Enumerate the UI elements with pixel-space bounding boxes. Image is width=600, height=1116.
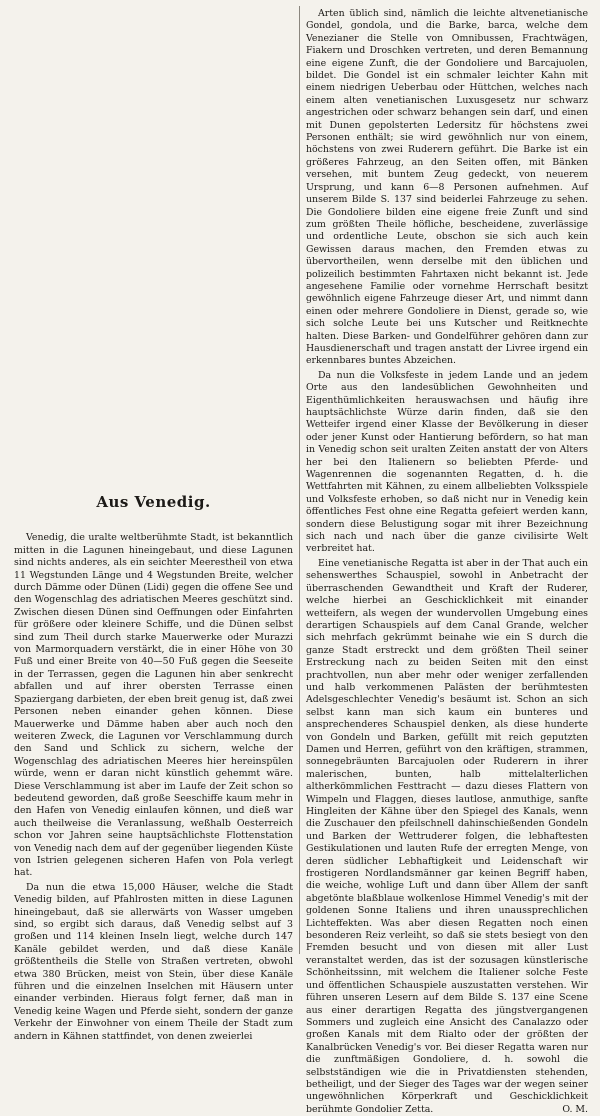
column-divider (299, 6, 300, 954)
paragraph: Arten üblich sind, nämlich die leichte altvenetianische Gondel, gondola, und die Barke, barca, welche dem Venezianer die Stelle von Omnibussen, Frachtwägen, Fiakern und Droschken vertreten, und deren Bemannung eine eigene Zunft, die der Gondoliere und Barcajuolen, bildet. Die Gondel ist ein schmaler leichter Kahn mit einem niedrigen Ueberbau oder Hüttchen, welches nach einem alten venetianischen Luxusgesetz nur schwarz angestrichen oder schwarz behangen sein darf, und einen mit Dunen gepolsterten Ledersitz für höchstens zwei Personen enthält; sie wird gewöhnlich nur von einem, höchstens von zwei Ruderern geführt. Die Barke ist ein größeres Fahrzeug, an den Seiten offen, mit Bänken versehen, mit buntem Zeug gedeckt, von neuerem Ursprung, und kann 6—8 Personen aufnehmen. Auf unserem Bilde S. 137 sind beiderlei Fahrzeuge zu sehen. Die Gondoliere bilden eine eigene freie Zunft und sind zum größten Theile höfliche, bescheidene, zuverlässige und ordentliche Leute, obschon sie sich auch kein Gewissen daraus machen, den Fremden etwas zu übervortheilen, wenn derselbe mit den üblichen und polizeilich bestimmten Fahrtaxen nicht bekannt ist. Jede angesehene Familie oder vornehme Herrschaft besitzt gewöhnlich eigene Fahrzeuge dieser Art, und nimmt dann einen oder mehrere Gondoliere in Dienst, gerade so, wie sich solche Leute bei uns Kutscher und Reitknechte halten. Diese Barken- und Gondelführer gehören dann zur Hausdienerschaft und tragen anstatt der Livree irgend ein erkennbares buntes Abzeichen. (306, 8, 588, 367)
paragraph: Venedig, die uralte weltberühmte Stadt, ist bekanntlich mitten in die Lagunen hineingebaut, und diese Lagunen sind nichts anderes, als ein seichter Meerestheil von etwa 11 Wegstunden Länge und 4 Wegstunden Breite, welcher durch Dämme oder Dünen (Lidi) gegen die offene See und den Wogenschlag des adriatischen Meeres geschützt sind. Zwischen diesen Dünen sind Oeffnungen oder Einfahrten für größere oder kleinere Schiffe, und die Dünen selbst sind zum Theil durch starke Mauerwerke oder Murazzi von Marmorquadern verstärkt, die in einer Höhe von 30 Fuß und einer Breite von 40—50 Fuß gegen die Seeseite in der Terrassen, gegen die Lagunen hin aber senkrecht abfallen und auf ihrer obersten Terrasse einen Spaziergang darbieten, der eben breit genug ist, daß zwei Personen neben einander gehen können. Diese Mauerwerke und Dämme haben aber auch noch den weiteren Zweck, die Lagunen vor Verschlammung durch den Sand und Schlick zu sichern, welche der Wogenschlag des adriatischen Meeres hier hereinspülen würde, wenn er daran nicht künstlich gehemmt wäre. Diese Verschlammung ist aber im Laufe der Zeit schon so bedeutend geworden, daß große Seeschiffe kaum mehr in den Hafen von Venedig einlaufen können, und dieß war auch theilweise die Veranlassung, weßhalb Oesterreich schon vor Jahren seine hauptsächlichste Flottenstation von Venedig nach dem auf der gegenüber liegenden Küste von Istrien gelegenen sicheren Hafen von Pola verlegt hat. (14, 532, 293, 879)
paragraph: Da nun die etwa 15,000 Häuser, welche die Stadt Venedig bilden, auf Pfahlrosten mitten in diese Lagunen hineingebaut, daß sie allerwärts von Wasser umgeben sind, so ergibt sich daraus, daß Venedig selbst auf 3 großen und 114 kleinen Inseln liegt, welche durch 147 Kanäle gebildet werden, und daß diese Kanäle größtentheils die Stelle von Straßen vertreten, obwohl etwa 380 Brücken, meist von Stein, über diese Kanäle führen und die einzelnen Inselchen mit Häusern unter einander verbinden. Hieraus folgt ferner, daß man in Venedig keine Wagen und Pferde sieht, sondern der ganze Verkehr der Einwohner von einem Theile der Stadt zum andern in Kähnen stattfindet, von denen zweierlei (14, 881, 293, 1042)
paragraph-text: Eine venetianische Regatta ist aber in der That auch ein sehenswerthes Schauspiel, sowohl in Anbetracht der überraschenden Gewandtheit und Kraft der Ruderer, welche hierbei an Geschicklichkeit mit einander wetteifern, als wegen der wundervollen Umgebung eines derartigen Schauspiels auf dem Canal Grande, welcher sich mehrfach gekrümmt beinahe wie ein S durch die ganze Stadt erstreckt und dem größten Theil seiner Erstreckung nach zu beiden Seiten mit den einst prachtvollen, nun aber mehr oder weniger zerfallenden und halb verkommenen Palästen der berühmtesten Adelsgeschlechter Venedig's besäumt ist. Schon an sich selbst kann man sich kaum ein bunteres und ansprechenderes Schauspiel denken, als diese hunderte von Gondeln und Barken, gefüllt mit reich geputzten Damen und Herren, geführt von den kräftigen, strammen, sonnegebräunten Barcajuolen oder Ruderern in ihrer malerischen, bunten, halb mittelalterlichen altherkömmlichen Festtracht — dazu dieses Flattern von Wimpeln und Flaggen, dieses lautlose, anmuthige, sanfte Hingleiten der Kähne über den Spiegel des Kanals, wenn die Zuschauer den pfeilschnell dahinschießenden Gondeln und Barken der Wettruderer folgen, die lebhaftesten Gestikulationen und lauten Rufe der erregten Menge, von deren südlicher Lebhaftigkeit und Leidenschaft wir frostigeren Nordlandsmänner gar keinen Begriff haben, die weiche, wohlige Luft und dann über Allem der sanft abgetönte blaßblaue wolkenlose Himmel Venedig's mit der goldenen Sonne Italiens und ihren unaussprechlichen Lichteffekten. Was aber diesen Regatten noch einen besonderen Reiz verleiht, so daß sie stets besiegt von den Fremden besucht und von diesen mit aller Lust veranstaltet werden, das ist der sozusagen künstlerische Schönheitssinn, mit welchem die Italiener solche Feste und öffentlichen Schauspiele auszustatten verstehen. Wir führen unseren Lesern auf dem Bilde S. 137 eine Scene aus einer derartigen Regatta des jüngstvergangenen Sommers und zugleich eine Ansicht des Canalazzo oder großen Kanals mit dem Rialto oder der größten der Kanalbrücken Venedig's vor. Bei dieser Regatta waren nur die zunftmäßigen Gondoliere, d. h. sowohl die selbstständigen wie die in Privatdiensten stehenden, betheiligt, und der Sieger des Tages war der wegen seiner ungewöhnlichen Körperkraft und Geschicklichkeit berühmte Gondolier Zetta. (306, 557, 588, 1115)
paragraph: Da nun die Volksfeste in jedem Lande und an jedem Orte aus den landesüblichen Gewohnheiten und Eigenthümlichkeiten herauswachsen und häufig ihre hauptsächlichste Würze darin finden, daß sie den Wetteifer irgend einer Klasse der Bevölkerung in dieser oder jener Kunst oder Hantierung befördern, so hat man in Venedig schon seit uralten Zeiten anstatt der von Alters her bei den Italienern so beliebten Pferde- und Wagenrennen die sogenannten Regatten, d. h. die Wettfahrten mit Kähnen, zu einem allbeliebten Volksspiele und Volksfeste erhoben, so daß nicht nur in Venedig kein öffentliches Fest ohne eine Regatta gefeiert werden kann, sondern diese Belustigung sogar mit ihrer Bezeichnung sich nach und nach über die ganze civilisirte Welt verbreitet hat. (306, 369, 588, 555)
article-title: Aus Venedig. (96, 493, 211, 511)
paragraph (306, 558, 588, 1116)
author-signature: O. M. (562, 1103, 588, 1115)
left-column (14, 493, 293, 1043)
right-column (306, 8, 588, 1116)
